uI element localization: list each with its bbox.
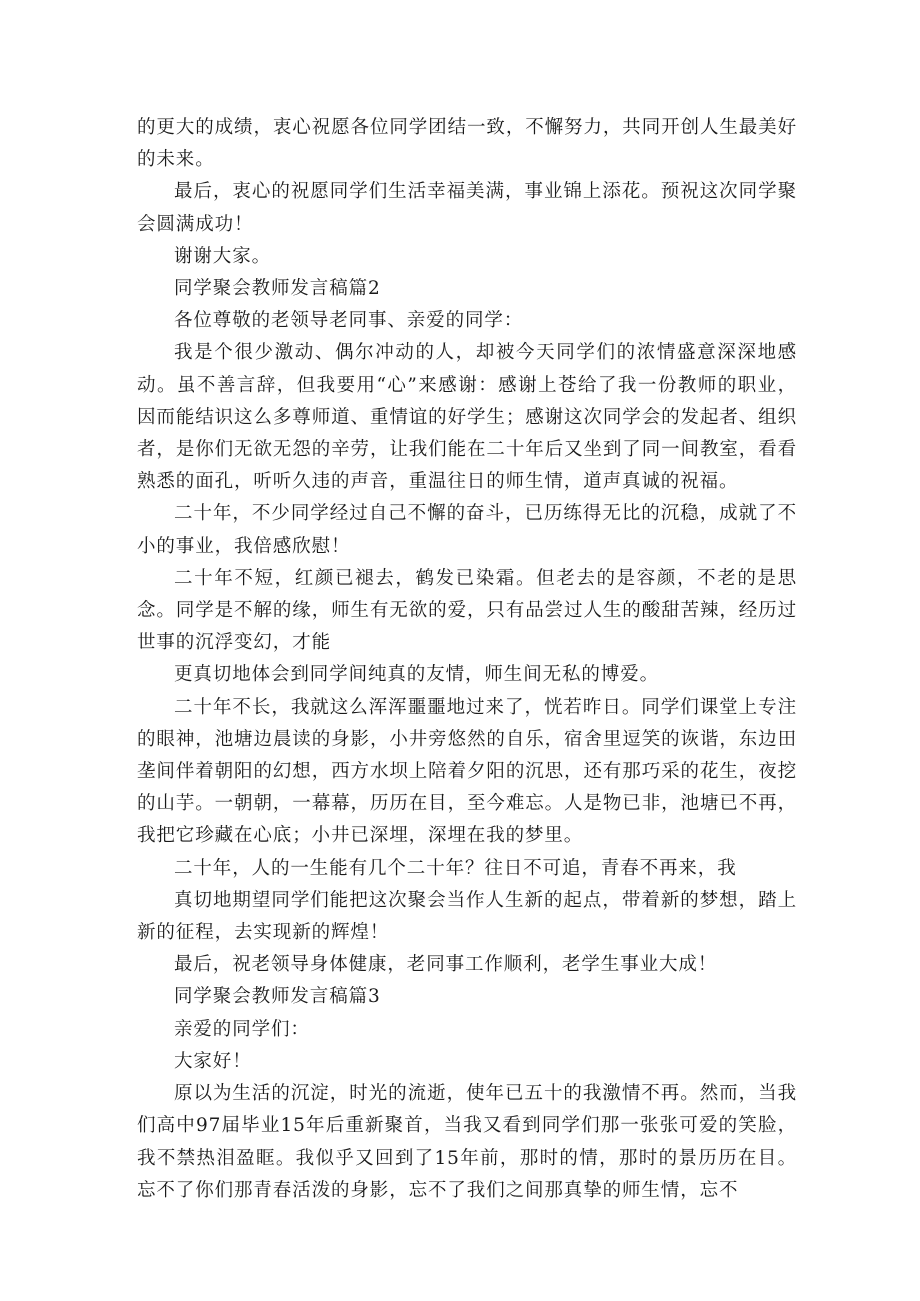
paragraph: 二十年不短，红颜已褪去，鹤发已染霜。但老去的是容颜，不老的是思念。同学是不解的缘，师生有无欲的爱，只有品尝过人生的酸甜苦辣，经历过世事的沉浮变幻，才能	[137, 567, 797, 654]
document-body	[137, 112, 797, 1207]
section-heading: 同学聚会教师发言稿篇3	[174, 986, 381, 1008]
paragraph: 最后，衷心的祝愿同学们生活幸福美满，事业锦上添花。预祝这次同学聚会圆满成功！	[137, 181, 797, 235]
section-heading: 同学聚会教师发言稿篇2	[174, 278, 381, 300]
paragraph: 原以为生活的沉淀，时光的流逝，使年已五十的我激情不再。然而，当我们高中97届毕业15年后重新聚首，当我又看到同学们那一张张可爱的笑脸，我不禁热泪盈眶。我似乎又回到了15年前，那时的情，那时的景历历在目。忘不了你们那青春活泼的身影，忘不了我们之间那真挚的师生情，忘不	[137, 1083, 797, 1201]
paragraph: 谢谢大家。	[174, 245, 272, 267]
paragraph: 我是个很少激动、偶尔冲动的人，却被今天同学们的浓情盛意深深地感动。虽不善言辞，但我要用“心”来感谢：感谢上苍给了我一份教师的职业，因而能结识这么多尊师道、重情谊的好学生；感谢这次同学会的发起者、组织者，是你们无欲无怨的辛劳，让我们能在二十年后又坐到了同一间教室，看看熟悉的面孔，听听久违的声音，重温往日的师生情，道声真诚的祝福。	[137, 342, 797, 493]
paragraph: 最后，祝老领导身体健康，老同事工作顺利，老学生事业大成！	[174, 954, 718, 976]
paragraph: 的更大的成绩，衷心祝愿各位同学团结一致，不懈努力，共同开创人生最美好的未来。	[137, 117, 797, 171]
paragraph: 二十年，不少同学经过自己不懈的奋斗，已历练得无比的沉稳，成就了不小的事业，我倍感欣慰！	[137, 503, 797, 557]
paragraph: 真切地期望同学们能把这次聚会当作人生新的起点，带着新的梦想，踏上新的征程，去实现新的辉煌！	[137, 889, 797, 944]
salutation: 各位尊敬的老领导老同事、亲爱的同学：	[174, 310, 524, 332]
paragraph: 更真切地体会到同学间纯真的友情，师生间无私的博爱。	[174, 664, 660, 686]
paragraph: 二十年不长，我就这么浑浑噩噩地过来了，恍若昨日。同学们课堂上专注的眼神，池塘边晨读的身影，小井旁悠然的自乐，宿舍里逗笑的诙谐，东边田垄间伴着朝阳的幻想，西方水坝上陪着夕阳的沉思，还有那巧采的花生，夜挖的山芋。一朝朝，一幕幕，历历在目，至今难忘。人是物已非，池塘已不再，我把它珍藏在心底；小井已深埋，深埋在我的梦里。	[137, 696, 797, 847]
salutation: 亲爱的同学们：	[174, 1018, 310, 1040]
greeting: 大家好！	[174, 1050, 252, 1072]
paragraph: 二十年，人的一生能有几个二十年？往日不可追，青春不再来，我	[174, 857, 737, 879]
